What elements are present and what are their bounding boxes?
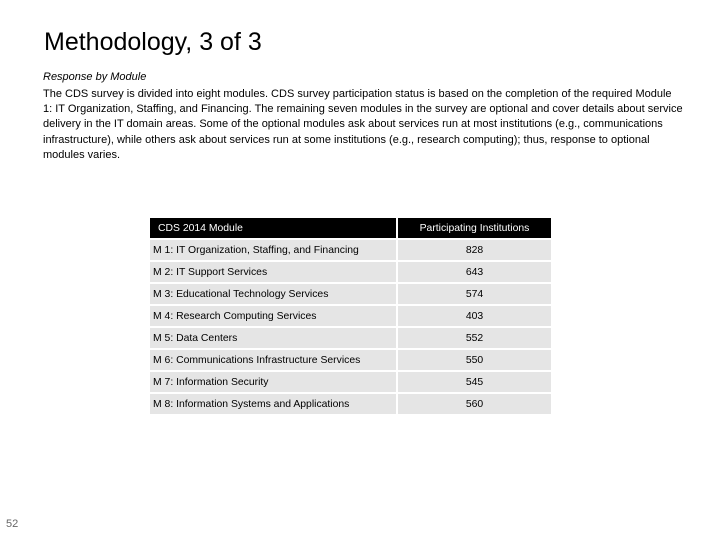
- body-paragraph: The CDS survey is divided into eight modules. CDS survey participation status is based on the completion of the required Module 1: IT Organization, Staffing, and Financing. The remaining seven modules in the survey are optional and cover details about service delivery in the IT domain areas. Some of the optional modules ask about services run at most institutions (e.g., communications infrastructure), while others ask about services run at some institutions (e.g., research computing); thus, response to optional modules varies.: [43, 88, 683, 161]
- module-table: [150, 216, 551, 416]
- module-column-header: CDS 2014 Module: [150, 218, 396, 238]
- count-cell: 828: [396, 240, 551, 260]
- table-header-row: [150, 218, 551, 238]
- table-row: [150, 306, 551, 326]
- section-subtitle: Response by Module: [43, 71, 147, 83]
- table-row: [150, 284, 551, 304]
- count-cell: 545: [396, 372, 551, 392]
- count-cell: 552: [396, 328, 551, 348]
- module-cell: M 2: IT Support Services: [150, 262, 396, 282]
- module-cell: M 5: Data Centers: [150, 328, 396, 348]
- page-number: 52: [6, 518, 19, 530]
- module-cell: M 4: Research Computing Services: [150, 306, 396, 326]
- table-row: [150, 372, 551, 392]
- table-row: [150, 262, 551, 282]
- count-cell: 403: [396, 306, 551, 326]
- module-cell: M 7: Information Security: [150, 372, 396, 392]
- table-row: [150, 394, 551, 414]
- count-cell: 560: [396, 394, 551, 414]
- table-row: [150, 328, 551, 348]
- module-cell: M 8: Information Systems and Applications: [150, 394, 396, 414]
- page-title: Methodology, 3 of 3: [44, 28, 262, 56]
- module-cell: M 6: Communications Infrastructure Services: [150, 350, 396, 370]
- count-cell: 643: [396, 262, 551, 282]
- table-row: [150, 350, 551, 370]
- count-cell: 550: [396, 350, 551, 370]
- module-cell: M 3: Educational Technology Services: [150, 284, 396, 304]
- institutions-column-header: Participating Institutions: [396, 218, 551, 238]
- table-row: [150, 240, 551, 260]
- count-cell: 574: [396, 284, 551, 304]
- module-cell: M 1: IT Organization, Staffing, and Financing: [150, 240, 396, 260]
